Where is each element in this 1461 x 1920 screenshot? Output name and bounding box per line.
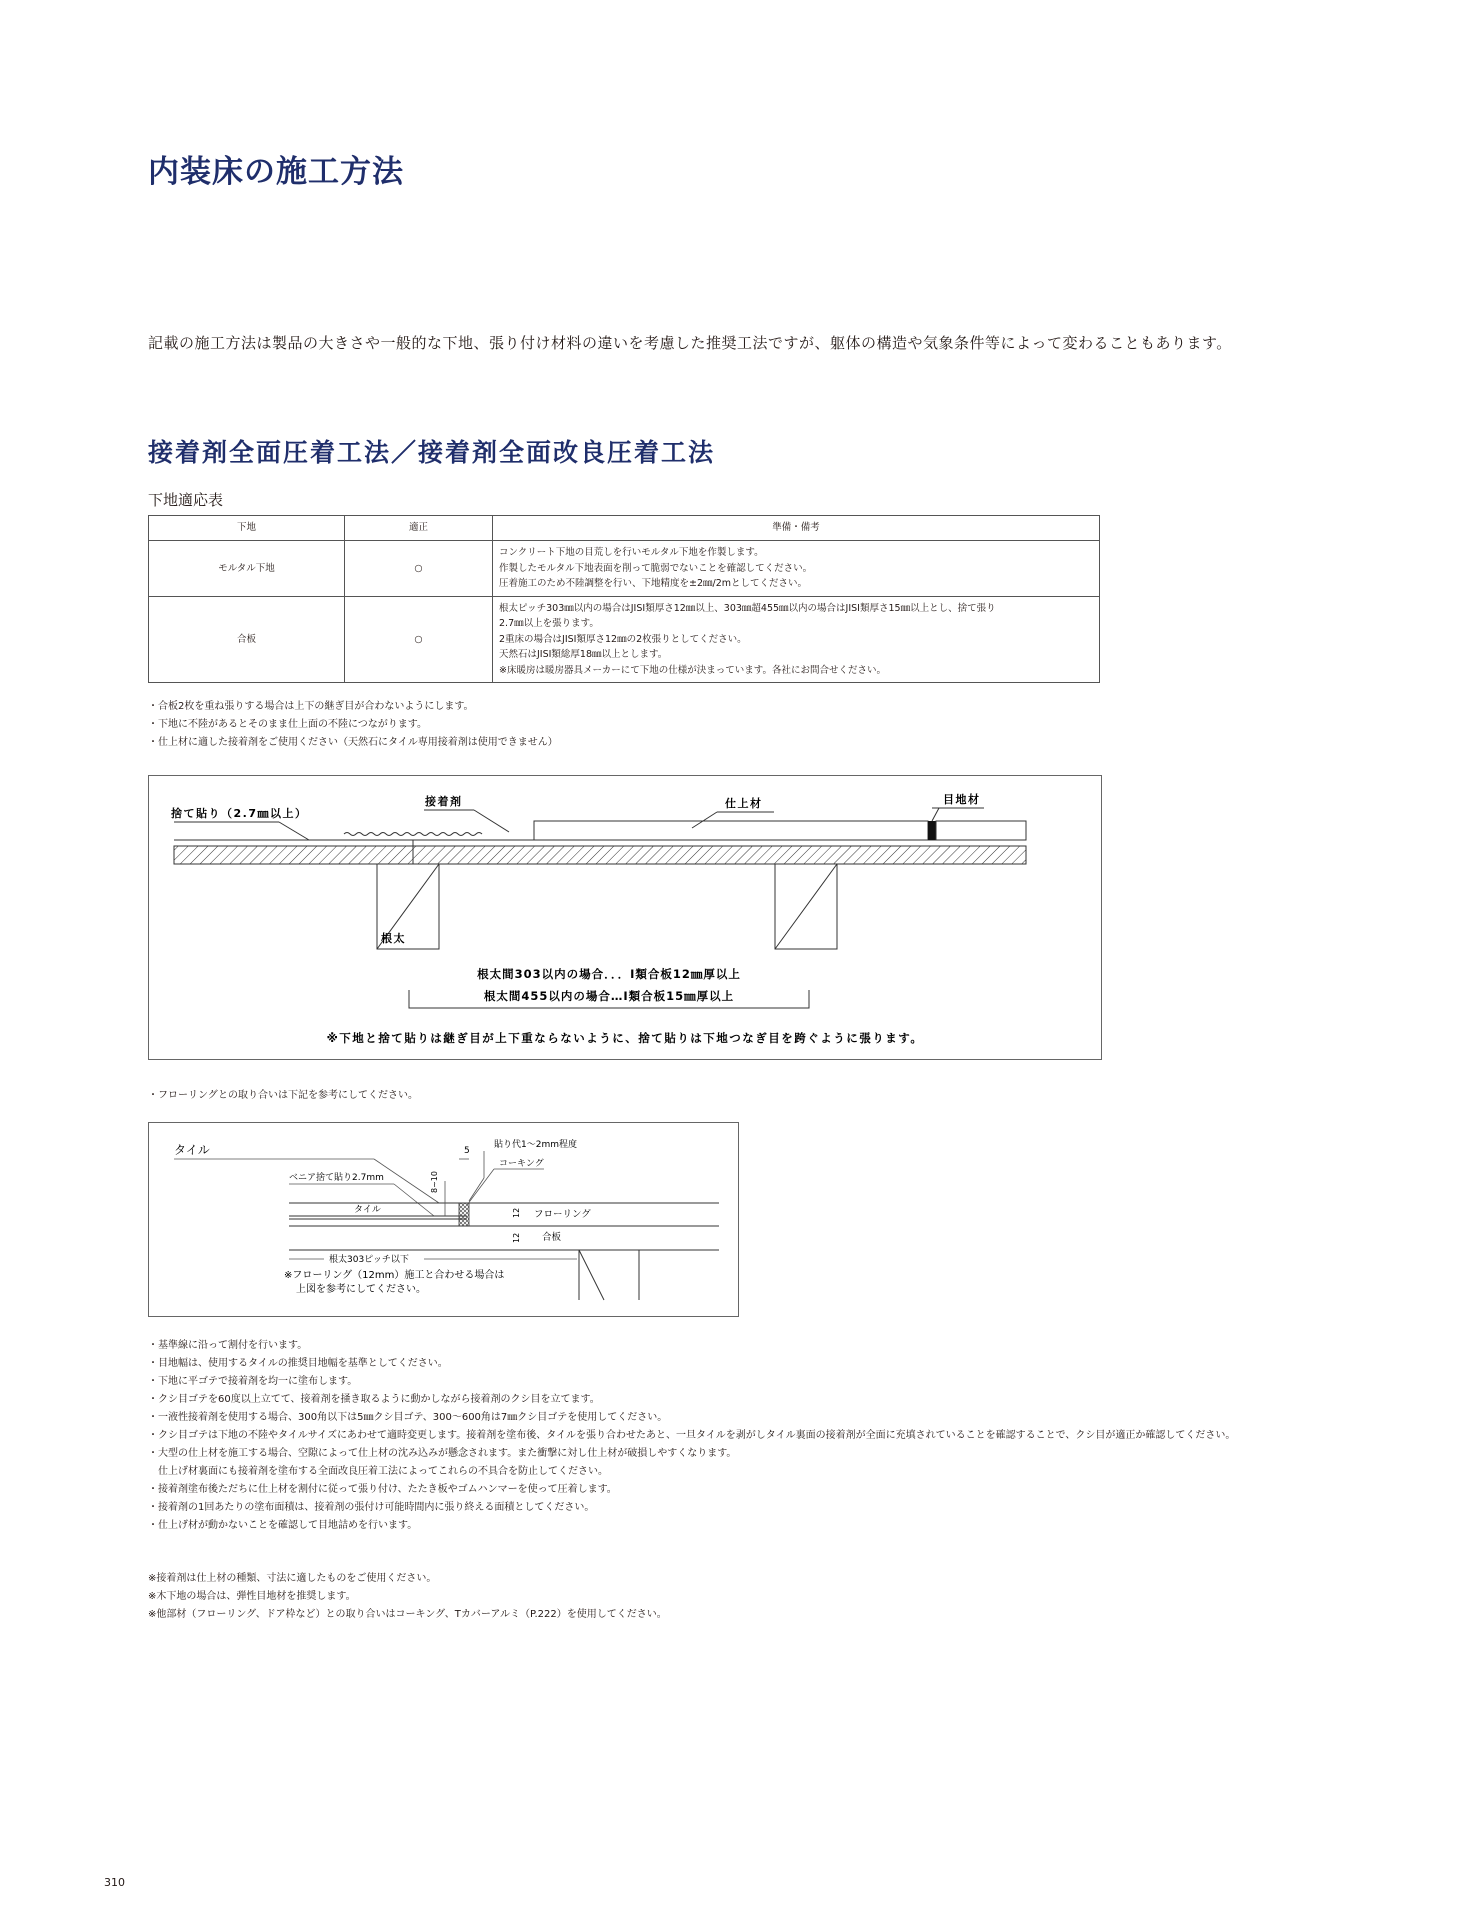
leader-line (394, 1184, 434, 1216)
section-title: 接着剤全面圧着工法／接着剤全面改良圧着工法 (148, 438, 716, 467)
leader-line (932, 808, 939, 821)
caulking-label: コーキング (499, 1159, 544, 1169)
label-finish: 仕上材 (725, 797, 763, 810)
finish-material (936, 821, 1026, 840)
leader-line (279, 822, 309, 840)
table-cell-base: モルタル下地 (149, 541, 345, 597)
table-caption: 下地適応表 (148, 491, 224, 509)
tile-title: タイル (174, 1143, 210, 1157)
remark-line: 作製したモルタル下地表面を削って脆弱でないことを確認してください。 (499, 562, 813, 574)
note-item: 仕上げ材裏面にも接着剤を塗布する全面改良圧着工法によってこれらの不具合を防止してください。 (148, 1466, 608, 1477)
remark-line: 根太ピッチ303㎜以内の場合はJISⅠ類厚さ12㎜以上、303㎜超455㎜以内の場合はJISⅠ類厚さ15㎜以上とし、捨て張り (499, 602, 996, 614)
note-flooring: ・フローリングとの取り合いは下記を参考にしてください。 (148, 1090, 418, 1101)
dim-12-flooring: 12 (512, 1207, 521, 1218)
remark-line: 天然石はJISⅠ類総厚18㎜以上とします。 (499, 649, 668, 660)
caution-notes (148, 1570, 667, 1624)
note-item: ・基準線に沿って割付を行います。 (148, 1340, 308, 1351)
gap-label: 貼り代1～2mm程度 (494, 1140, 577, 1150)
note-item: ・合板2枚を重ね張りする場合は上下の継ぎ目が合わないようにします。 (148, 701, 474, 712)
label-sutebari: 捨て貼り（2.7㎜以上） (171, 807, 308, 820)
note-item: ・仕上材に適した接着剤をご使用ください（天然石にタイル専用接着剤は使用できません） (148, 737, 558, 748)
note-item: ・仕上げ材が動かないことを確認して目地詰めを行います。 (148, 1520, 418, 1531)
notes-list (148, 698, 558, 752)
plywood-label: 合板 (542, 1232, 562, 1243)
joist-pitch-label: 根太303ピッチ以下 (329, 1255, 409, 1265)
substrate-table (148, 515, 1100, 683)
table-cell-suitable: ○ (345, 541, 493, 597)
remark-line: 上図を参考にしてください。 (296, 1284, 426, 1295)
table-cell-base: 合板 (149, 596, 345, 683)
dim-5: 5 (464, 1146, 470, 1156)
table-cell-remarks (493, 541, 1100, 597)
flooring-label: フローリング (534, 1209, 591, 1220)
note-item: ・下地に平ゴテで接着剤を均一に塗布します。 (148, 1376, 358, 1387)
table-cell-remarks (493, 596, 1100, 683)
table-header: 下地 (149, 516, 345, 541)
table-cell-suitable: ○ (345, 596, 493, 683)
remark-line: 2重床の場合はJISⅠ類厚さ12㎜の2枚張りとしてください。 (499, 633, 747, 645)
note-item: ※接着剤は仕上材の種類、寸法に適したものをご使用ください。 (148, 1573, 437, 1584)
table-header: 適正 (345, 516, 493, 541)
label-span-455: 根太間455以内の場合…Ⅰ類合板15㎜厚以上 (483, 989, 735, 1003)
table-row (149, 541, 1100, 597)
table-header-row (149, 516, 1100, 541)
procedure-notes (148, 1337, 1328, 1535)
diagram-footnote: ※下地と捨て貼りは継ぎ目が上下重ならないように、捨て貼りは下地つなぎ目を跨ぐように張ります。 (326, 1031, 924, 1045)
leader-line (469, 1178, 484, 1201)
label-joint: 目地材 (943, 793, 981, 806)
caulking-joint (459, 1203, 469, 1226)
leader-line (467, 1169, 494, 1205)
remark-line: 2.7㎜以上を張ります。 (499, 618, 599, 629)
tile-layer-label: タイル (354, 1205, 381, 1215)
joint-material (928, 821, 936, 840)
flooring-junction-diagram (148, 1122, 739, 1317)
flooring-junction-drawing (149, 1123, 738, 1316)
label-adhesive: 接着剤 (425, 795, 463, 808)
veneer-label: ベニア捨て貼り2.7mm (289, 1173, 384, 1183)
label-span-303: 根太間303以内の場合．．．Ⅰ類合板12㎜厚以上 (477, 967, 741, 981)
note-item: ※他部材（フローリング、ドア枠など）との取り合いはコーキング、Tカバーアルミ（P.222）を使用してください。 (148, 1609, 667, 1620)
note-item: ・接着剤の1回あたりの塗布面積は、接着剤の張付け可能時間内に張り終える面積としてください。 (148, 1502, 595, 1513)
note-item: ・クシ目ゴテは下地の不陸やタイルサイズにあわせて適時変更します。接着剤を塗布後、タイルを張り合わせたあと、一旦タイルを剥がしタイル裏面の接着剤が全面に充填されていることを確認することで、クシ目が適正か確認してください。 (148, 1430, 1236, 1441)
label-joist: 根太 (381, 932, 406, 945)
joist-diagonal (579, 1250, 604, 1300)
floor-section-diagram (148, 775, 1102, 1060)
dim-8-10: 8~10 (430, 1171, 439, 1193)
dim-12-plywood: 12 (512, 1232, 521, 1243)
remark-line: 圧着施工のため不陸調整を行い、下地精度を±2㎜/2mとしてください。 (499, 578, 808, 589)
plywood-layer (174, 846, 1026, 864)
intro-paragraph: 記載の施工方法は製品の大きさや一般的な下地、張り付け材料の違いを考慮した推奨工法ですが、躯体の構造や気象条件等によって変わることもあります。 (148, 334, 1232, 352)
remark-line: コンクリート下地の目荒しを行いモルタル下地を作製します。 (499, 547, 764, 558)
remark-line: ※フローリング（12mm）施工と合わせる場合は (284, 1270, 505, 1281)
remark-line: ※床暖房は暖房器具メーカーにて下地の仕様が決まっています。各社にお問合せください。 (499, 664, 887, 676)
table-header: 準備・備考 (493, 516, 1100, 541)
note-item: ・下地に不陸があるとそのまま仕上面の不陸につながります。 (148, 719, 427, 730)
note-item: ・クシ目ゴテを60度以上立てて、接着剤を掻き取るように動かしながら接着剤のクシ目を立てます。 (148, 1394, 600, 1405)
note-item: ※木下地の場合は、弾性目地材を推奨します。 (148, 1591, 356, 1602)
floor-section-drawing (149, 776, 1101, 1059)
table-row (149, 596, 1100, 683)
note-item: ・大型の仕上材を施工する場合、空隙によって仕上材の沈み込みが懸念されます。また衝撃に対し仕上材が破損しやすくなります。 (148, 1448, 737, 1459)
note-item: ・目地幅は、使用するタイルの推奨目地幅を基準としてください。 (148, 1358, 448, 1369)
page-number: 310 (104, 1876, 125, 1889)
page-title: 内装床の施工方法 (148, 154, 404, 190)
finish-material (534, 821, 928, 840)
note-item: ・接着剤塗布後ただちに仕上材を割付に従って張り付け、たたき板やゴムハンマーを使って圧着します。 (148, 1484, 617, 1495)
adhesive-line (344, 833, 482, 836)
leader-line (474, 810, 509, 832)
note-item: ・一液性接着剤を使用する場合、300角以下は5㎜クシ目ゴテ、300～600角は7㎜クシ目ゴテを使用してください。 (148, 1412, 668, 1423)
